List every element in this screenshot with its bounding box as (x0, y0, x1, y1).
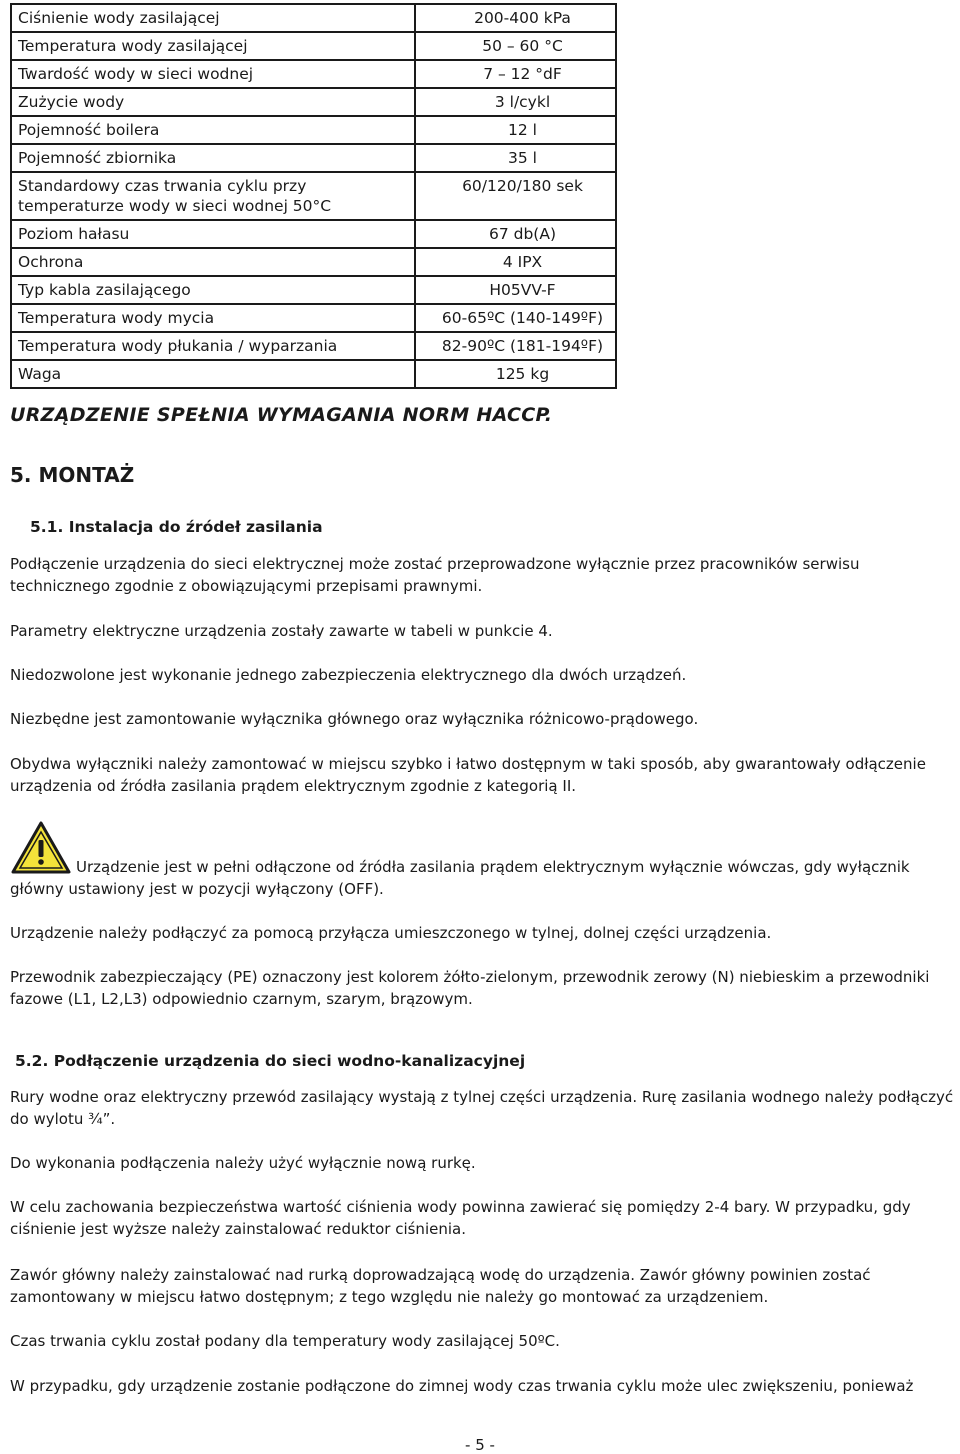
spec-value: 7 – 12 °dF (415, 60, 616, 88)
spec-label: Waga (11, 360, 415, 388)
spec-label: Ochrona (11, 248, 415, 276)
specs-row (11, 276, 616, 304)
spec-value: 3 l/cykl (415, 88, 616, 116)
subsection-title-5-2: 5.2. Podłączenie urządzenia do sieci wodno-kanalizacyjnej (15, 1052, 526, 1070)
paragraph: W przypadku, gdy urządzenie zostanie podłączone do zimnej wody czas trwania cyklu może ulec zwiększeniu, ponieważ (10, 1377, 914, 1395)
spec-value: 35 l (415, 144, 616, 172)
spec-value: H05VV-F (415, 276, 616, 304)
specs-row (11, 360, 616, 388)
specs-row (11, 116, 616, 144)
paragraph: Do wykonania podłączenia należy użyć wyłącznie nową rurkę. (10, 1154, 476, 1172)
specs-row (11, 304, 616, 332)
spec-value: 67 db(A) (415, 220, 616, 248)
spec-label: Pojemność zbiornika (11, 144, 415, 172)
page-number: - 5 - (465, 1436, 495, 1454)
paragraph: Czas trwania cyklu został podany dla temperatury wody zasilającej 50ºC. (10, 1332, 560, 1350)
paragraph: Podłączenie urządzenia do sieci elektrycznej może zostać przeprowadzone wyłącznie przez pracowników serwisu technicznego zgodnie z obowiązującymi przepisami prawnymi. (10, 555, 860, 595)
paragraph: Parametry elektryczne urządzenia zostały zawarte w tabeli w punkcie 4. (10, 622, 553, 640)
spec-value: 200-400 kPa (415, 4, 616, 32)
paragraph: Rury wodne oraz elektryczny przewód zasilający wystają z tylnej części urządzenia. Rurę zasilania wodnego należy podłączyć do wylotu ¾”. (10, 1088, 954, 1128)
spec-value: 50 – 60 °C (415, 32, 616, 60)
spec-label: Poziom hałasu (11, 220, 415, 248)
spec-label: Standardowy czas trwania cyklu przy temperaturze wody w sieci wodnej 50°C (11, 172, 415, 220)
specs-row (11, 172, 616, 220)
specs-table (10, 3, 617, 389)
warning-text-line2: główny ustawiony jest w pozycji wyłączony (OFF). (10, 880, 384, 898)
specs-row (11, 88, 616, 116)
paragraph: W celu zachowania bezpieczeństwa wartość ciśnienia wody powinna zawierać się pomiędzy 2-4 bary. W przypadku, gdy ciśnienie jest wyższe należy zainstalować reduktor ciśnienia. (10, 1198, 911, 1238)
spec-label: Ciśnienie wody zasilającej (11, 4, 415, 32)
paragraph: Niedozwolone jest wykonanie jednego zabezpieczenia elektrycznego dla dwóch urządzeń. (10, 666, 687, 684)
spec-value: 4 IPX (415, 248, 616, 276)
warning-text-line1: Urządzenie jest w pełni odłączone od źródła zasilania prądem elektrycznym wyłącznie wówczas, gdy wyłącznik (76, 858, 910, 876)
spec-value: 60/120/180 sek (415, 172, 616, 220)
specs-row (11, 332, 616, 360)
spec-label: Temperatura wody mycia (11, 304, 415, 332)
paragraph: Obydwa wyłączniki należy zamontować w miejscu szybko i łatwo dostępnym w taki sposób, aby gwarantowały odłączenie urządzenia od źródła zasilania prądem elektrycznym zgodnie z kategorią II. (10, 755, 926, 795)
specs-row (11, 4, 616, 32)
spec-label: Temperatura wody zasilającej (11, 32, 415, 60)
section-title: 5. MONTAŻ (10, 463, 135, 487)
paragraph: Urządzenie należy podłączyć za pomocą przyłącza umieszczonego w tylnej, dolnej części urządzenia. (10, 924, 772, 942)
haccp-note: URZĄDZENIE SPEŁNIA WYMAGANIA NORM HACCP. (10, 404, 553, 426)
paragraph: Niezbędne jest zamontowanie wyłącznika głównego oraz wyłącznika różnicowo-prądowego. (10, 710, 699, 728)
spec-label: Pojemność boilera (11, 116, 415, 144)
spec-label: Typ kabla zasilającego (11, 276, 415, 304)
spec-label: Zużycie wody (11, 88, 415, 116)
spec-label: Temperatura wody płukania / wyparzania (11, 332, 415, 360)
subsection-title-5-1: 5.1. Instalacja do źródeł zasilania (30, 518, 323, 536)
spec-value: 60-65ºC (140-149ºF) (415, 304, 616, 332)
specs-row (11, 220, 616, 248)
spec-label: Twardość wody w sieci wodnej (11, 60, 415, 88)
paragraph: Zawór główny należy zainstalować nad rurką doprowadzającą wodę do urządzenia. Zawór główny powinien zostać zamontowany w miejscu łatwo dostępnym; z tego względu nie należy go montować za urządzeniem. (10, 1266, 871, 1306)
paragraph: Przewodnik zabezpieczający (PE) oznaczony jest kolorem żółto-zielonym, przewodnik zerowy (N) niebieskim a przewodniki fazowe (L1, L2,L3) odpowiednio czarnym, szarym, brązowym. (10, 968, 930, 1008)
spec-value: 12 l (415, 116, 616, 144)
spec-value: 82-90ºC (181-194ºF) (415, 332, 616, 360)
specs-row (11, 60, 616, 88)
warning-triangle-icon (10, 820, 72, 876)
specs-row (11, 248, 616, 276)
spec-value: 125 kg (415, 360, 616, 388)
specs-row (11, 32, 616, 60)
specs-row (11, 144, 616, 172)
